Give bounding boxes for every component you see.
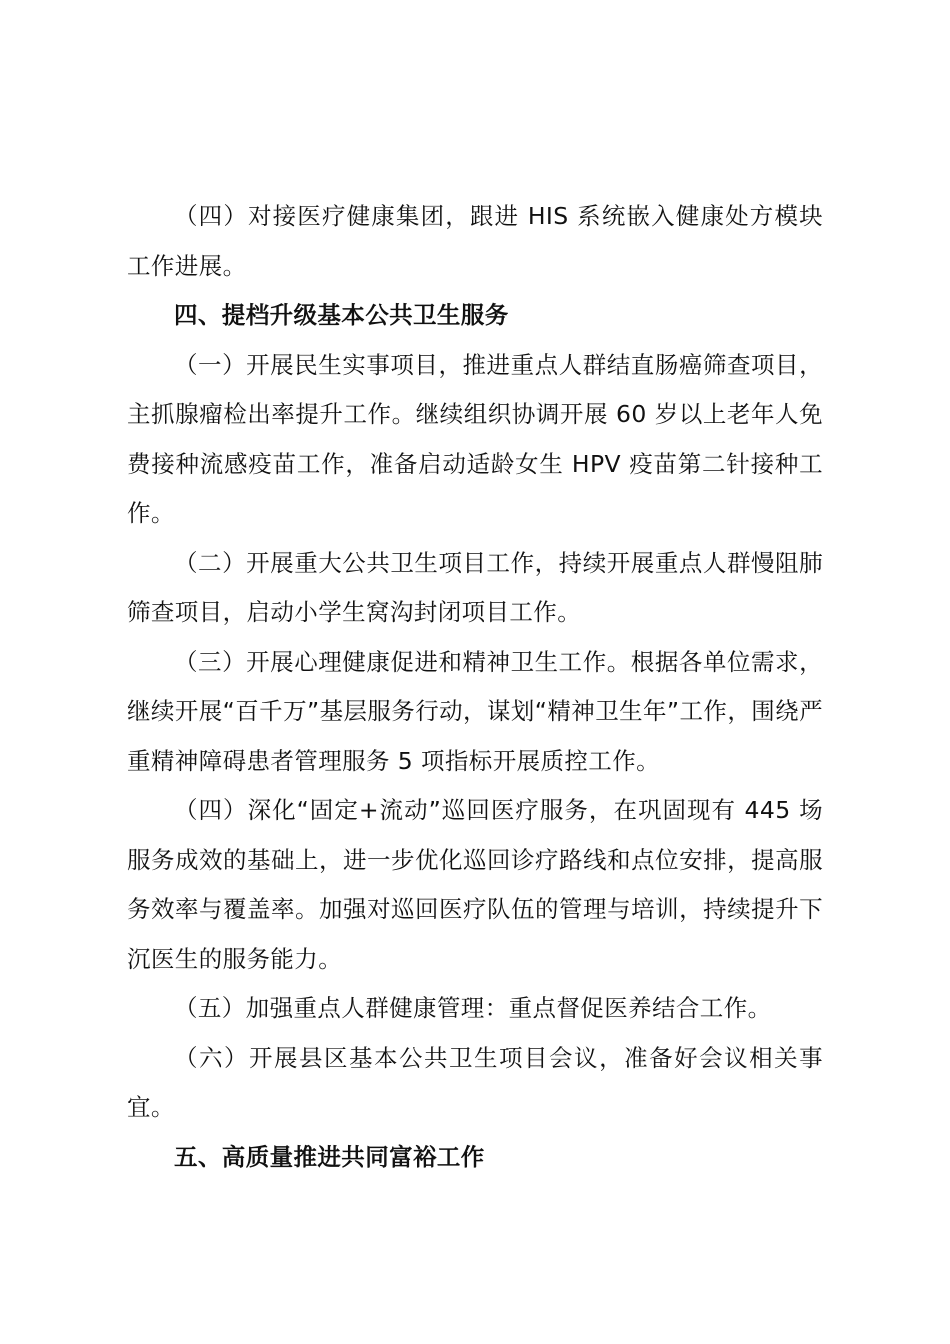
section-heading-5: 五、高质量推进共同富裕工作 bbox=[174, 1142, 485, 1171]
paragraph-item-5-key-groups: （五）加强重点人群健康管理：重点督促医养结合工作。 bbox=[174, 994, 772, 1022]
paragraph-item-2-major-projects: （二）开展重大公共卫生项目工作，持续开展重点人群慢阻肺筛查项目，启动小学生窝沟封闭项目工作。 bbox=[127, 548, 823, 626]
paragraph-item-1-livelihood: （一）开展民生实事项目，推进重点人群结直肠癌筛查项目，主抓腺瘤检出率提升工作。继续组织协调开展 60 岁以上老年人免费接种流感疫苗工作，准备启动适龄女生 HPV 疫苗第二针接种工作。 bbox=[127, 350, 823, 527]
paragraph-item-4-his: （四）对接医疗健康集团，跟进 HIS 系统嵌入健康处方模块工作进展。 bbox=[127, 202, 823, 280]
paragraph-item-6-county-meeting: （六）开展县区基本公共卫生项目会议，准备好会议相关事宜。 bbox=[127, 1043, 823, 1121]
paragraph-item-3-mental-health: （三）开展心理健康促进和精神卫生工作。根据各单位需求，继续开展“百千万”基层服务行动，谋划“精神卫生年”工作，围绕严重精神障碍患者管理服务 5 项指标开展质控工作。 bbox=[127, 647, 823, 775]
section-heading-4: 四、提档升级基本公共卫生服务 bbox=[174, 301, 509, 329]
paragraph-item-4-mobile-medical: （四）深化“固定+流动”巡回医疗服务，在巩固现有 445 场服务成效的基础上，进一步优化巡回诊疗路线和点位安排，提高服务效率与覆盖率。加强对巡回医疗队伍的管理与培训，持续提升下沉医生的服务能力。 bbox=[127, 796, 823, 973]
document-body bbox=[127, 192, 823, 1182]
